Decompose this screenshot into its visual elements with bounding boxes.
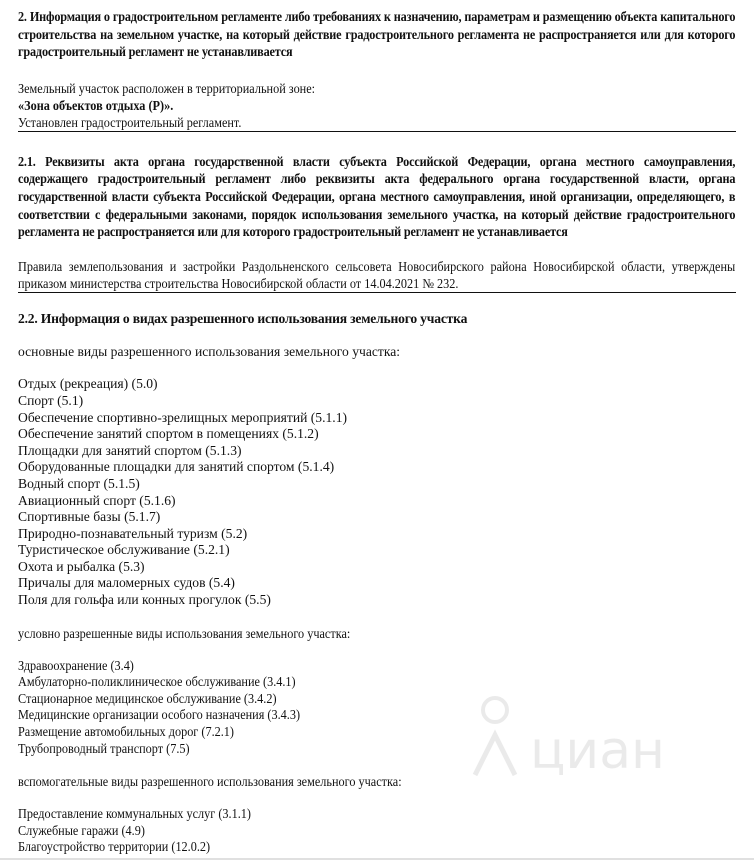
section-2-1: [18, 153, 735, 241]
list-item: Отдых (рекреация) (5.0): [18, 376, 158, 392]
list-item: Спорт (5.1): [18, 392, 84, 408]
list-item: Обеспечение занятий спортом в помещениях (5.1.2): [18, 426, 319, 442]
list-item: Авиационный спорт (5.1.6): [18, 492, 176, 508]
list-item: Причалы для маломерных судов (5.4): [18, 575, 235, 591]
list-item: Благоустройство территории (12.0.2): [18, 839, 211, 855]
list-item: Оборудованные площадки для занятий спортом (5.1.4): [18, 459, 335, 475]
watermark-text: циан: [530, 721, 666, 780]
location-pin-icon: [470, 690, 680, 780]
list-item: Водный спорт (5.1.5): [18, 475, 140, 491]
list-item: Предоставление коммунальных услуг (3.1.1): [18, 806, 251, 822]
regulation-status-row: [18, 114, 736, 132]
auxiliary-uses-label: вспомогательные виды разрешенного использования земельного участка:: [18, 774, 402, 790]
list-item: Амбулаторно-поликлиническое обслуживание (3.4.1): [18, 674, 296, 690]
list-item: Поля для гольфа или конных прогулок (5.5): [18, 592, 271, 608]
list-item: Туристическое обслуживание (5.2.1): [18, 542, 230, 558]
section-2-heading: 2. Информация о градостроительном регламенте либо требованиях к назначению, параметрам и размещению объекта капитального строительства на земельном участке, на который действие градостроительного регламента не распространяется или для которого градостроительный регламент не устанавливается: [18, 9, 736, 60]
conditional-uses-label: условно разрешенные виды использования земельного участка:: [18, 625, 351, 641]
list-item: Спортивные базы (5.1.7): [18, 509, 161, 525]
list-item: Охота и рыбалка (5.3): [18, 558, 145, 574]
list-item: Размещение автомобильных дорог (7.2.1): [18, 724, 235, 740]
list-item: Площадки для занятий спортом (5.1.3): [18, 442, 242, 458]
list-item: Служебные гаражи (4.9): [18, 822, 145, 838]
auxiliary-uses-list: [18, 806, 735, 856]
list-item: Стационарное медицинское обслуживание (3.4.2): [18, 690, 277, 706]
zone-name: «Зона объектов отдыха (Р)».: [18, 97, 174, 113]
zone-block: [18, 80, 735, 114]
zone-intro: Земельный участок расположен в территориальной зоне:: [18, 80, 316, 96]
regulation-status: Установлен градостроительный регламент.: [18, 114, 242, 130]
list-item: Здравоохранение (3.4): [18, 657, 134, 673]
section-2-2-heading: 2.2. Информация о видах разрешенного использования земельного участка: [18, 310, 468, 326]
list-item: Природно-познавательный туризм (5.2): [18, 525, 248, 541]
list-item: Трубопроводный транспорт (7.5): [18, 740, 190, 756]
section-2: [18, 8, 735, 61]
main-uses-list: [18, 376, 736, 608]
watermark: [470, 690, 680, 780]
main-uses-label: основные виды разрешенного использования земельного участка:: [18, 344, 401, 360]
list-item: Медицинские организации особого назначения (3.4.3): [18, 707, 301, 723]
rules-row: [18, 258, 736, 293]
section-2-1-heading: 2.1. Реквизиты акта органа государственной власти субъекта Российской Федерации, органа местного самоуправления, содержащего градостроительный регламент либо реквизиты акта федерального органа государственной власти, органа государственной власти субъекта Российской Федерации, органа местного самоуправления, иной организации, определяющего, в соответствии с федеральными законами, порядок использования земельного участка, на который действие градостроительного регламента не распространяется или для которого градостроительный регламент не устанавливается: [18, 153, 736, 240]
page-bottom-divider: [0, 858, 754, 860]
list-item: Обеспечение спортивно-зрелищных мероприятий (5.1.1): [18, 409, 348, 425]
rules-text: Правила землепользования и застройки Раздольненского сельсовета Новосибирского района Новосибирской области, утверждены приказом министерства строительства Новосибирской области от 14.04.2021 № 232.: [18, 258, 736, 291]
